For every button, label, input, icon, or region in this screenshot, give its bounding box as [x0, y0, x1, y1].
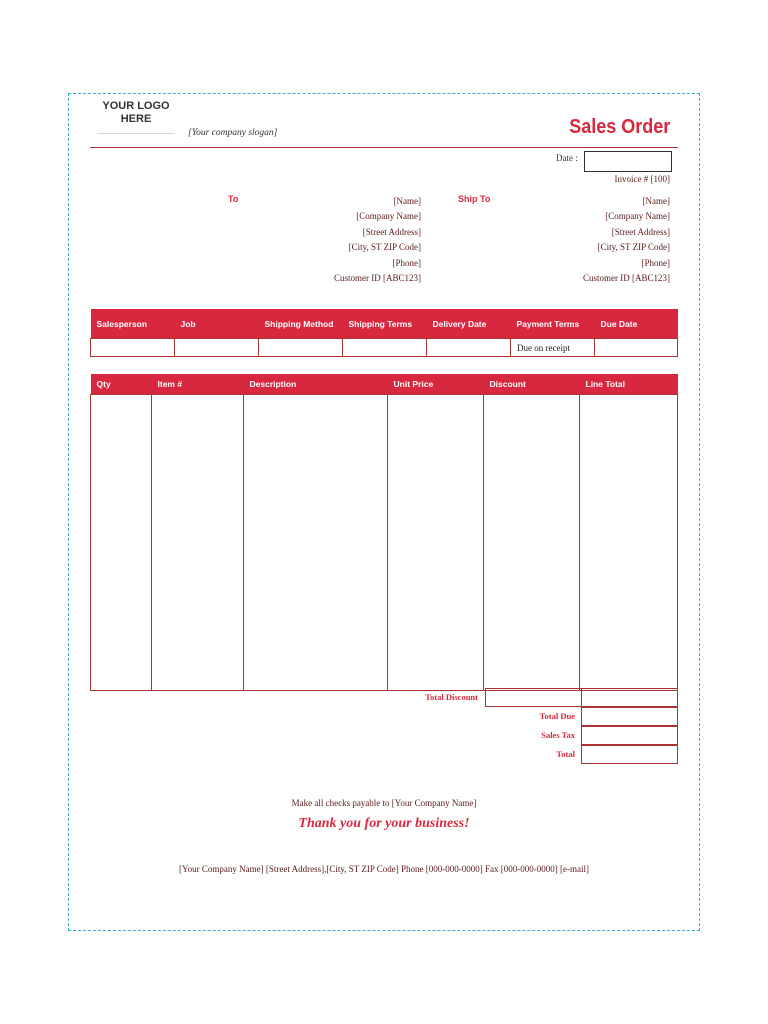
cell-job[interactable]	[175, 339, 259, 357]
header-divider	[90, 147, 678, 148]
total-discount-label: Total Discount	[425, 692, 478, 702]
date-label: Date :	[556, 153, 578, 163]
logo-placeholder	[97, 94, 175, 134]
sales-tax-field[interactable]	[581, 726, 678, 745]
document-title: Sales Order	[568, 116, 670, 138]
payable-note: Make all checks payable to [Your Company Name]	[291, 798, 477, 808]
to-city: [City, ST ZIP Code]	[348, 242, 421, 253]
col-job: Job	[175, 309, 259, 339]
col-line-total: Line Total	[580, 374, 678, 395]
to-street: [Street Address]	[362, 226, 421, 237]
cell-line-total[interactable]	[580, 395, 678, 691]
total-discount-field[interactable]	[485, 688, 582, 707]
col-unit-price: Unit Price	[388, 374, 484, 395]
to-address	[334, 194, 421, 286]
total-label: Total	[556, 749, 575, 759]
col-discount: Discount	[484, 374, 580, 395]
line-items-header-row	[91, 374, 678, 395]
to-phone: [Phone]	[392, 257, 421, 268]
total-discount-line-field[interactable]	[581, 688, 678, 707]
col-qty: Qty	[91, 374, 152, 395]
cell-shipping-method[interactable]	[259, 339, 343, 357]
ship-to-label: Ship To	[458, 194, 491, 204]
order-info-header-row	[91, 309, 678, 339]
company-slogan: [Your company slogan]	[188, 128, 278, 138]
table-row	[91, 339, 678, 357]
logo-line1: YOUR LOGO	[102, 100, 170, 112]
total-field[interactable]	[581, 745, 678, 764]
ship-to-customer-id: Customer ID [ABC123]	[583, 273, 670, 284]
ship-to-address	[583, 194, 670, 286]
date-field[interactable]	[584, 151, 672, 172]
col-shipping-terms: Shipping Terms	[343, 309, 427, 339]
ship-to-city: [City, ST ZIP Code]	[597, 242, 670, 253]
to-name: [Name]	[393, 196, 421, 206]
col-delivery-date: Delivery Date	[427, 309, 511, 339]
ship-to-company: [Company Name]	[605, 211, 670, 222]
total-due-field[interactable]	[581, 707, 678, 726]
ship-to-phone: [Phone]	[641, 257, 670, 268]
line-items-table	[90, 374, 678, 691]
sales-tax-label: Sales Tax	[541, 730, 575, 740]
col-shipping-method: Shipping Method	[259, 309, 343, 339]
col-salesperson: Salesperson	[91, 309, 175, 339]
ship-to-name: [Name]	[642, 196, 670, 206]
invoice-number: Invoice # [100]	[614, 174, 670, 184]
cell-qty[interactable]	[91, 395, 152, 691]
cell-salesperson[interactable]	[91, 339, 175, 357]
total-due-label: Total Due	[539, 711, 575, 721]
cell-delivery-date[interactable]	[427, 339, 511, 357]
company-contact-footer: [Your Company Name] [Street Address],[City, ST ZIP Code] Phone [000-000-0000] Fax [000-000-0000] [e-mail]	[179, 864, 589, 874]
to-label: To	[228, 194, 239, 204]
cell-unit-price[interactable]	[388, 395, 484, 691]
col-due-date: Due Date	[595, 309, 678, 339]
col-description: Description	[244, 374, 388, 395]
ship-to-street: [Street Address]	[611, 226, 670, 237]
to-customer-id: Customer ID [ABC123]	[334, 273, 421, 284]
order-info-table	[90, 309, 678, 357]
to-company: [Company Name]	[356, 211, 421, 222]
cell-payment-terms[interactable]: Due on receipt	[511, 339, 595, 357]
cell-shipping-terms[interactable]	[343, 339, 427, 357]
logo-line2: HERE	[120, 113, 152, 125]
table-row	[91, 395, 678, 691]
col-payment-terms: Payment Terms	[511, 309, 595, 339]
col-item-number: Item #	[152, 374, 244, 395]
cell-discount[interactable]	[484, 395, 580, 691]
cell-description[interactable]	[244, 395, 388, 691]
cell-due-date[interactable]	[595, 339, 678, 357]
thank-you-message: Thank you for your business!	[298, 816, 470, 831]
cell-item-number[interactable]	[152, 395, 244, 691]
